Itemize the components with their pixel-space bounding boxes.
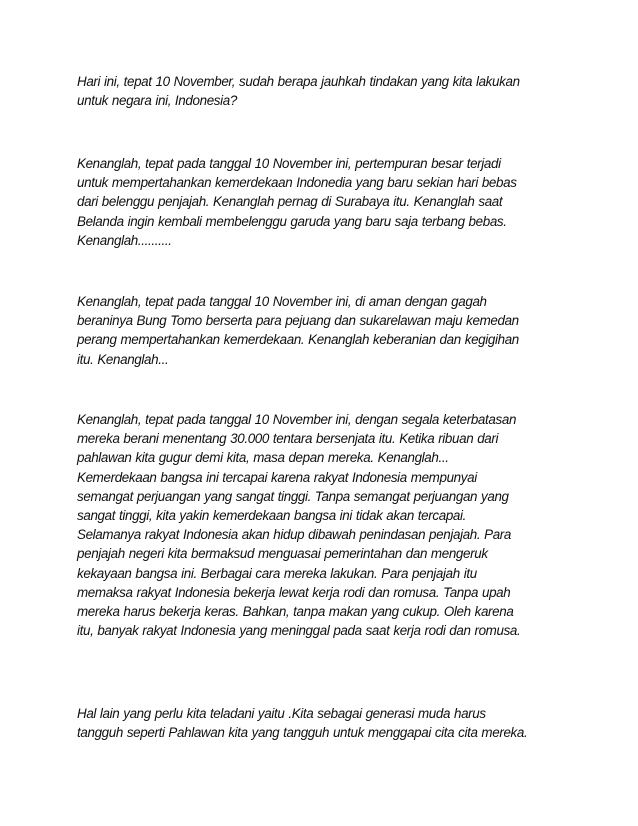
text-line: Kenanglah, tepat pada tanggal 10 November ini, dengan segala keterbatasan xyxy=(77,412,517,427)
text-line: Kenanglah, tepat pada tanggal 10 November ini, di aman dengan gagah xyxy=(77,294,487,309)
text-line: tangguh seperti Pahlawan kita yang tangguh untuk menggapai cita cita mereka. xyxy=(77,725,528,741)
text-line: Kenanglah.......... xyxy=(77,232,172,248)
paragraph-closing xyxy=(77,704,577,742)
text-line: mereka berani menentang 30.000 tentara bersenjata itu. Ketika ribuan dari xyxy=(77,431,499,447)
paragraph-surabaya-battle xyxy=(77,154,577,250)
text-line: itu. Kenanglah... xyxy=(77,351,169,367)
text-line: itu, banyak rakyat Indonesia yang meninggal pada saat kerja rodi dan romusa. xyxy=(77,623,521,639)
text-line: dari belenggu penjajah. Kenanglah pernag di Surabaya itu. Kenanglah saat xyxy=(77,194,503,210)
paragraph-bung-tomo xyxy=(77,292,577,369)
text-line: Kemerdekaan bangsa ini tercapai karena rakyat Indonesia mempunyai xyxy=(77,469,477,485)
text-line: perang mempertahankan kemerdekaan. Kenanglah keberanian dan kegigihan xyxy=(77,332,519,348)
text-line: penjajah negeri kita bermaksud menguasai pemerintahan dan mengeruk xyxy=(77,546,488,562)
text-line: memaksa rakyat Indonesia bekerja lewat kerja rodi dan romusa. Tanpa upah xyxy=(77,584,511,600)
text-line: mereka harus bekerja keras. Bahkan, tanpa makan yang cukup. Oleh karena xyxy=(77,604,514,620)
text-line: kekayaan bangsa ini. Berbagai cara mereka lakukan. Para penjajah itu xyxy=(77,565,477,581)
text-line: Kenanglah, tepat pada tanggal 10 November ini, pertempuran besar terjadi xyxy=(77,156,501,171)
text-line: beraninya Bung Tomo berserta para pejuang dan sukarelawan maju kemedan xyxy=(77,313,519,329)
text-line: untuk mempertahankan kemerdekaan Indonedia yang baru sekian hari bebas xyxy=(77,175,517,191)
paragraph-opening-question xyxy=(77,72,577,110)
text-line: pahlawan kita gugur demi kita, masa depan mereka. Kenanglah... xyxy=(77,450,449,466)
text-line: Hal lain yang perlu kita teladani yaitu .Kita sebagai generasi muda harus xyxy=(77,706,486,721)
text-line: Belanda ingin kembali membelenggu garuda yang baru saja terbang bebas. xyxy=(77,213,507,229)
text-line: untuk negara ini, Indonesia? xyxy=(77,93,237,109)
paragraph-struggle xyxy=(77,410,577,640)
text-line: semangat perjuangan yang sangat tinggi. Tanpa semangat perjuangan yang xyxy=(77,488,509,504)
text-line: Hari ini, tepat 10 November, sudah berapa jauhkah tindakan yang kita lakukan xyxy=(77,74,520,89)
text-line: sangat tinggi, kita yakin kemerdekaan bangsa ini tidak akan tercapai. xyxy=(77,508,467,524)
text-line: Selamanya rakyat Indonesia akan hidup dibawah penindasan penjajah. Para xyxy=(77,527,512,543)
